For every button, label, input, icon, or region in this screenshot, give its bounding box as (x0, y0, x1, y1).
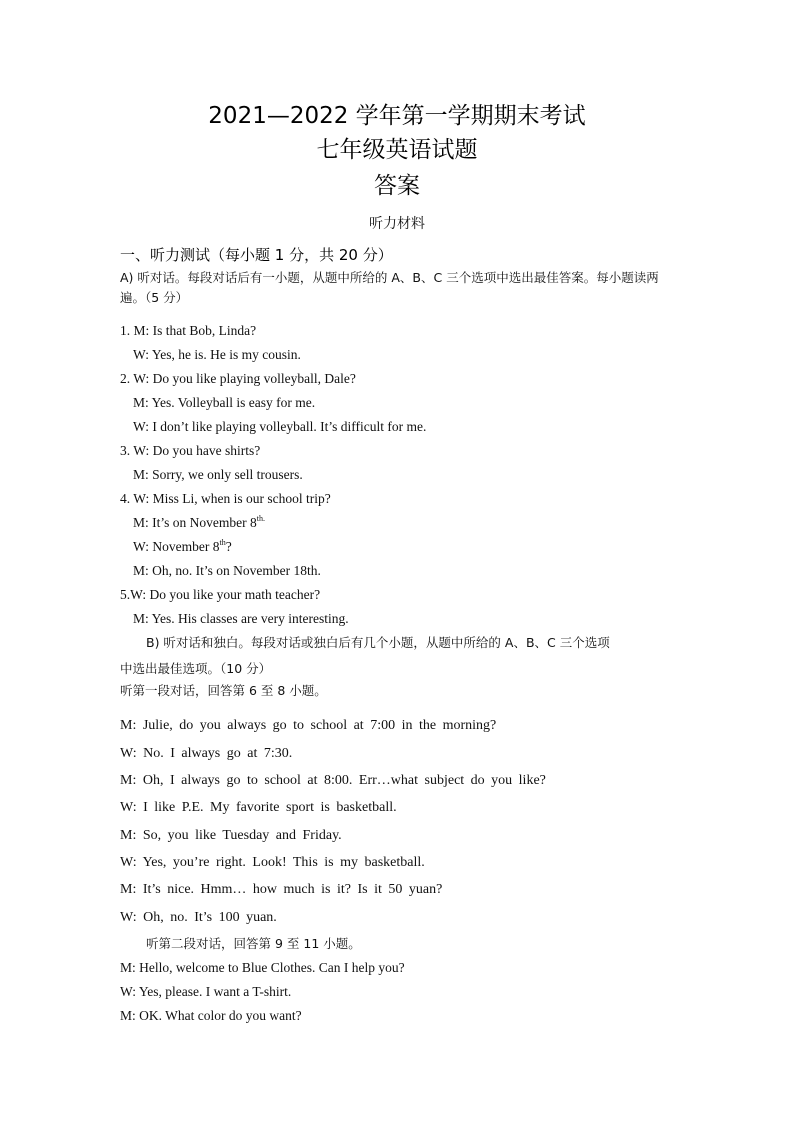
dialogue-line: W: No. I always go at 7:30. (120, 746, 293, 761)
dialogue-line (133, 538, 232, 556)
dialogue-line: 2. W: Do you like playing volleyball, Dale? (120, 371, 356, 386)
dialogue-line: M: Oh, no. It’s on November 18th. (133, 563, 321, 578)
dialogue-line: M: Yes. Volleyball is easy for me. (133, 395, 316, 410)
dialogue-line (133, 514, 265, 532)
dialogue-line: M: So, you like Tuesday and Friday. (120, 828, 342, 843)
dialogue-text: M: It’s on November 8 (133, 515, 257, 530)
dialogue-line: W: Yes, please. I want a T-shirt. (120, 984, 292, 999)
dialogue-line: M: Oh, I always go to school at 8:00. Err…what subject do you like? (120, 773, 546, 788)
dialogue-line: W: Yes, you’re right. Look! This is my basketball. (120, 855, 425, 870)
dialogue-line: 4. W: Miss Li, when is our school trip? (120, 491, 331, 506)
ordinal-suffix: th (256, 514, 263, 523)
dialogue-line: W: I don’t like playing volleyball. It’s difficult for me. (133, 419, 427, 434)
dialogue-line: W: Yes, he is. He is my cousin. (133, 347, 301, 362)
dialogue-line: M: OK. What color do you want? (120, 1008, 302, 1023)
dialogue-line: M: It’s nice. Hmm… how much is it? Is it 50 yuan? (120, 882, 443, 897)
dialogue-line: 3. W: Do you have shirts? (120, 443, 261, 458)
part-b-instruction-line1: B) 听对话和独白。每段对话或独白后有几个小题，从题中所给的 A、B、C 三个选项 (146, 635, 610, 650)
dialogue-line: M: Hello, welcome to Blue Clothes. Can I help you? (120, 960, 405, 975)
dialogue-line: W: Oh, no. It’s 100 yuan. (120, 910, 277, 925)
answer-heading: 答案 (374, 173, 420, 199)
dialogue-line: M: Julie, do you always go to school at 7:00 in the morning? (120, 718, 497, 733)
dialogue-line: M: Sorry, we only sell trousers. (133, 467, 303, 482)
dialogue-line: M: Yes. His classes are very interesting. (133, 611, 349, 626)
dialogue-2-label: 听第二段对话，回答第 9 至 11 小题。 (146, 936, 361, 951)
section-heading-listening: 一、听力测试（每小题 1 分，共 20 分） (120, 246, 393, 264)
dialogue-line: 1. M: Is that Bob, Linda? (120, 323, 257, 338)
listening-material-subtitle: 听力材料 (369, 216, 425, 232)
dialogue-1-label: 听第一段对话，回答第 6 至 8 小题。 (120, 683, 327, 698)
punctuation: ? (225, 539, 232, 554)
grade-subject-title: 七年级英语试题 (316, 137, 478, 163)
part-a-instruction: A) 听对话。每段对话后有一小题，从题中所给的 A、B、C 三个选项中选出最佳答案。每小题读两遍。（5 分） (120, 270, 659, 305)
exam-title: 2021—2022 学年第一学期期末考试 (208, 103, 586, 129)
dialogue-line: 5.W: Do you like your math teacher? (120, 587, 321, 602)
ordinal-suffix: th (219, 538, 226, 547)
punctuation: . (262, 514, 265, 523)
part-b-instruction-line2: 中选出最佳选项。（10 分） (120, 661, 272, 676)
dialogue-text: W: November 8 (133, 539, 220, 554)
dialogue-line: W: I like P.E. My favorite sport is basketball. (120, 800, 397, 815)
